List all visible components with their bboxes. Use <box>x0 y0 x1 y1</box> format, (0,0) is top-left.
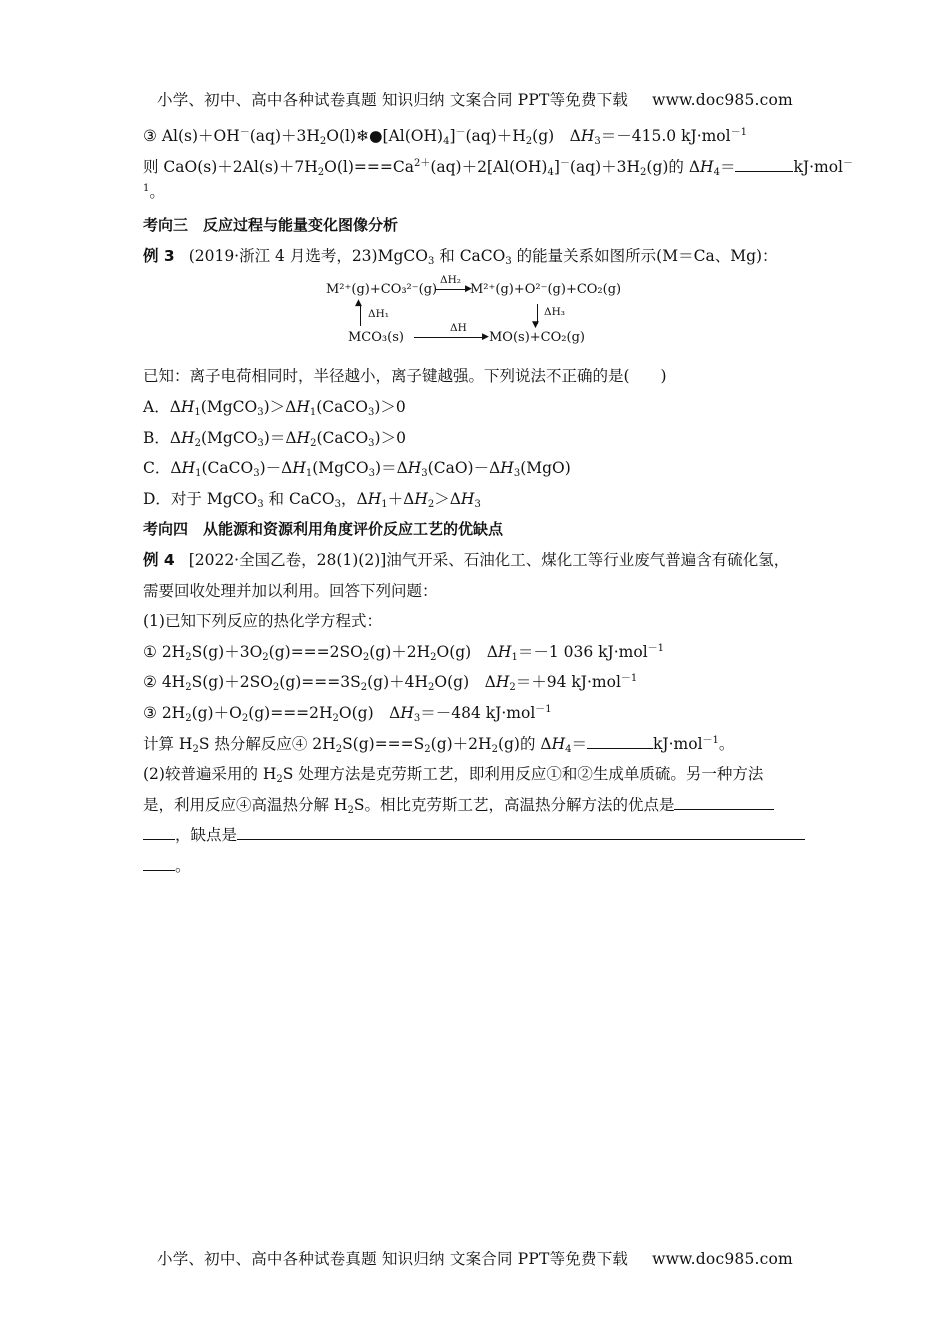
diagram-bottom-arrowhead: ▶ <box>482 332 489 342</box>
header-url[interactable]: www.doc985.com <box>652 91 793 109</box>
header-text: 小学、初中、高中各种试卷真题 知识归纳 文案合同 PPT等免费下载 <box>157 91 629 109</box>
diagram-top-arrow <box>435 289 469 290</box>
example-4-stem-2: 需要回收处理并加以利用。回答下列问题： <box>143 581 438 600</box>
section-title-4: 考向四 从能源和资源利用角度评价反应工艺的优缺点 <box>143 520 504 539</box>
diagram-left-arrowhead: ▲ <box>355 298 362 308</box>
energy-diagram <box>326 274 636 350</box>
question-line: 则 $CaO(s)+2Al(s)+7H_2O(l)===Ca^{2+}(aq)+2[Al(OH)_4]^-(aq)+3H_2(g)$的 $\Delta H_4= kJ\cdot mol^-$ <box>143 157 853 178</box>
diagram-bottom-arrow <box>414 337 486 338</box>
diagram-bottom-arrow-label: ΔH <box>450 322 467 334</box>
example-4-q1: (1)已知下列反应的热化学方程式： <box>143 612 382 631</box>
option-c[interactable]: C．$\Delta H_1(CaCO_3)-\Delta H_1(MgCO_3)=\Delta H_3(CaO)-\Delta H_3(MgO)$ <box>143 459 571 480</box>
diagram-right-arrow-label: ΔH₃ <box>544 306 565 318</box>
example-3-stem: 例 3 (2019·浙江 4 月选考，23)MgCO$_3$ 和 CaCO$_3$ 的能量关系如图所示(M＝Ca、Mg)： <box>143 246 778 267</box>
diagram-bottom-left: MCO₃(s) <box>348 330 404 345</box>
answer-blank-advantage-cont[interactable] <box>143 825 175 840</box>
diagram-top-left: M²⁺(g)+CO₃²⁻(g) <box>326 282 438 297</box>
footer-url[interactable]: www.doc985.com <box>652 1250 793 1268</box>
option-d[interactable]: D．对于 MgCO$_3$ 和 CaCO$_3$，$\Delta H_1+\Delta H_2>\Delta H_3$ <box>143 489 481 510</box>
question-line-cont: $^1$。 <box>143 183 165 202</box>
diagram-right-arrowhead: ▼ <box>532 320 539 330</box>
equation-3: ③ $2H_2(g)+O_2(g)===2H_2O(g)$ $\Delta H_3=-484$ kJ·mol$^{-1}$ <box>143 703 552 724</box>
page-header <box>0 88 950 110</box>
diagram-top-arrow-label: ΔH₂ <box>440 274 461 286</box>
example-4-q2-cont2: ，缺点是 <box>143 820 813 851</box>
answer-blank-advantage[interactable] <box>674 795 774 810</box>
answer-blank[interactable] <box>735 157 793 172</box>
example-4-q2-cont3: 。 <box>143 851 813 882</box>
answer-blank-dh4[interactable] <box>587 734 653 749</box>
option-b[interactable]: B．$\Delta H_2(MgCO_3)=\Delta H_2(CaCO_3)>0$ <box>143 428 406 449</box>
equation-3-prev: ③ $Al(s)+OH^-(aq)+3H_2O(l)❄●[Al(OH)_4]^-(aq)+H_2(g)$ $\Delta H_3=-415.0$ kJ·mol$^{-1}$ <box>143 127 747 147</box>
diagram-top-right: M²⁺(g)+O²⁻(g)+CO₂(g) <box>470 282 622 297</box>
equation-2: ② $4H_2S(g)+2SO_2(g)===3S_2(g)+4H_2O(g)$ $\Delta H_2=+94$ kJ·mol$^{-1}$ <box>143 673 638 694</box>
diagram-bottom-right: MO(s)+CO₂(g) <box>489 330 585 345</box>
option-a[interactable]: A．$\Delta H_1(MgCO_3)>\Delta H_1(CaCO_3)>0$ <box>143 397 406 418</box>
equation-1: ① $2H_2S(g)+3O_2(g)===2SO_2(g)+2H_2O(g)$ $\Delta H_1=-1$ 036 kJ·mol$^{-1}$ <box>143 642 665 663</box>
page-footer <box>0 1247 950 1269</box>
example-3-label: 例 3 <box>143 246 175 265</box>
example-4-label: 例 4 <box>143 550 175 569</box>
document-body <box>143 121 853 881</box>
answer-blank-disadvantage[interactable] <box>237 825 805 840</box>
example-4-stem: 例 4 [2022·全国乙卷，28(1)(2)]油气开采、石油化工、煤化工等行业废气普遍含有硫化氢， <box>143 550 790 569</box>
example-3-question: 已知：离子电荷相同时，半径越小，离子键越强。下列说法不正确的是( ) <box>143 367 667 386</box>
example-4-calc: 计算 $H_2S$ 热分解反应④ $2H_2S(g)===S_2(g)+2H_2(g)$的 $\Delta H_4= kJ\cdot mol^{-1}$。 <box>143 734 735 755</box>
example-4-q2-cont: 是，利用反应④高温热分解 $H_2S$。相比克劳斯工艺，高温热分解方法的优点是 <box>143 790 813 821</box>
footer-text: 小学、初中、高中各种试卷真题 知识归纳 文案合同 PPT等免费下载 <box>157 1250 629 1268</box>
section-title-3: 考向三 反应过程与能量变化图像分析 <box>143 216 399 235</box>
diagram-top-arrowhead: ▶ <box>465 284 472 294</box>
example-4-q2: (2)较普遍采用的 $H_2S$ 处理方法是克劳斯工艺，即利用反应①和②生成单质硫。另一种方法 <box>143 765 764 786</box>
answer-blank-disadvantage-cont[interactable] <box>143 856 175 871</box>
diagram-left-arrow-label: ΔH₁ <box>368 308 389 320</box>
